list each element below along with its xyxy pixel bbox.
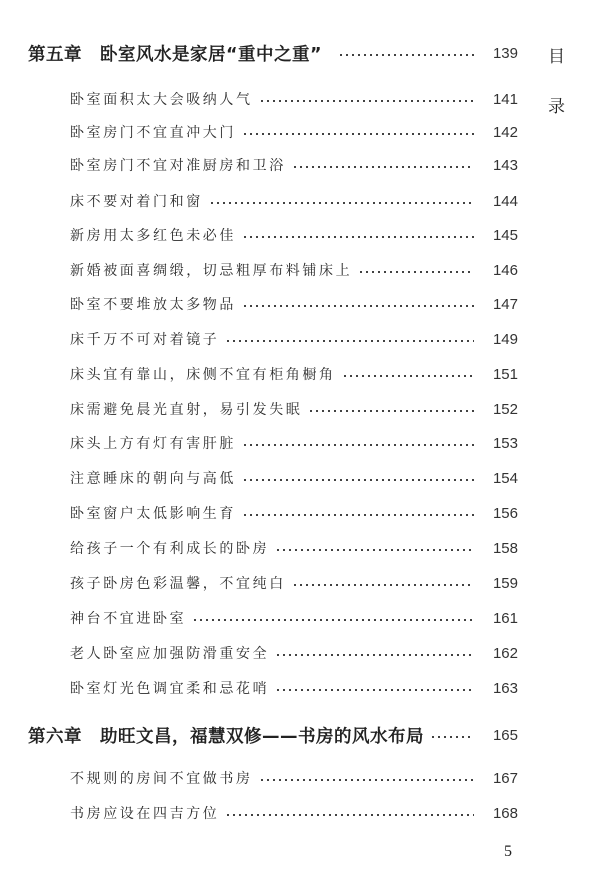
section-page: 142 (492, 123, 518, 141)
section-page: 141 (492, 90, 518, 108)
section-page: 153 (492, 434, 518, 452)
section-page: 162 (492, 644, 518, 662)
dot-leader (242, 514, 474, 516)
section-page: 147 (492, 295, 518, 313)
section-entry (0, 186, 598, 216)
section-page: 163 (492, 679, 518, 697)
dot-leader (275, 549, 474, 551)
dot-leader (342, 375, 474, 377)
section-title: 卧室面积太大会吸纳人气 (70, 92, 253, 108)
dot-leader (242, 444, 474, 446)
section-title: 床千万不可对着镜子 (70, 332, 220, 348)
chapter-entry (0, 720, 598, 750)
section-page: 168 (492, 804, 518, 822)
chapter-title: 第五章 卧室风水是家居“重中之重” (28, 44, 323, 65)
section-page: 149 (492, 330, 518, 348)
section-entry (0, 603, 598, 633)
section-entry (0, 84, 598, 114)
section-entry (0, 533, 598, 563)
dot-leader (259, 100, 474, 102)
section-page: 143 (492, 156, 518, 174)
section-page: 161 (492, 609, 518, 627)
section-entry (0, 798, 598, 828)
dot-leader (275, 689, 474, 691)
dot-leader (338, 54, 474, 56)
section-entry (0, 150, 598, 180)
section-page: 154 (492, 469, 518, 487)
section-entry (0, 498, 598, 528)
section-entry (0, 394, 598, 424)
dot-leader (225, 814, 474, 816)
section-page: 146 (492, 261, 518, 279)
page-number: 5 (504, 843, 512, 860)
dot-leader (430, 736, 474, 738)
section-entry (0, 463, 598, 493)
side-label-mu: 目 (548, 47, 565, 67)
section-entry (0, 673, 598, 703)
section-entry (0, 220, 598, 250)
chapter-page: 165 (492, 726, 518, 744)
side-label-lu: 录 (548, 97, 565, 117)
section-page: 159 (492, 574, 518, 592)
section-title: 床头上方有灯有害肝脏 (70, 436, 236, 452)
section-title: 孩子卧房色彩温馨，不宜纯白 (70, 576, 286, 592)
section-page: 144 (492, 192, 518, 210)
section-page: 158 (492, 539, 518, 557)
dot-leader (275, 654, 474, 656)
section-title: 老人卧室应加强防滑重安全 (70, 646, 270, 662)
section-page: 152 (492, 400, 518, 418)
section-entry (0, 763, 598, 793)
section-entry (0, 117, 598, 147)
dot-leader (292, 166, 474, 168)
dot-leader (225, 340, 474, 342)
chapter-page: 139 (492, 44, 518, 62)
section-title: 卧室不要堆放太多物品 (70, 297, 236, 313)
section-title: 书房应设在四吉方位 (70, 806, 220, 822)
dot-leader (242, 133, 474, 135)
section-title: 注意睡床的朝向与高低 (70, 471, 236, 487)
dot-leader (209, 202, 474, 204)
section-title: 卧室房门不宜对准厨房和卫浴 (70, 158, 286, 174)
dot-leader (308, 410, 474, 412)
section-title: 床需避免晨光直射，易引发失眠 (70, 402, 303, 418)
section-page: 145 (492, 226, 518, 244)
section-entry (0, 638, 598, 668)
section-title: 床头宜有靠山，床侧不宜有柜角橱角 (70, 367, 336, 383)
dot-leader (292, 584, 474, 586)
dot-leader (242, 236, 474, 238)
section-title: 床不要对着门和窗 (70, 194, 203, 210)
section-entry (0, 428, 598, 458)
section-title: 卧室灯光色调宜柔和忌花哨 (70, 681, 270, 697)
section-page: 151 (492, 365, 518, 383)
section-title: 给孩子一个有利成长的卧房 (70, 541, 270, 557)
section-page: 156 (492, 504, 518, 522)
dot-leader (259, 779, 474, 781)
dot-leader (242, 479, 474, 481)
section-entry (0, 359, 598, 389)
dot-leader (358, 271, 474, 273)
section-page: 167 (492, 769, 518, 787)
chapter-entry (0, 38, 598, 68)
section-entry (0, 289, 598, 319)
section-title: 卧室房门不宜直冲大门 (70, 125, 236, 141)
section-title: 神台不宜进卧室 (70, 611, 187, 627)
section-entry (0, 568, 598, 598)
section-entry (0, 324, 598, 354)
section-title: 新婚被面喜绸缎，切忌粗厚布料铺床上 (70, 263, 353, 279)
chapter-title: 第六章 助旺文昌，福慧双修——书房的风水布局 (28, 726, 424, 747)
section-entry (0, 255, 598, 285)
section-title: 新房用太多红色未必佳 (70, 228, 236, 244)
section-title: 卧室窗户太低影响生育 (70, 506, 236, 522)
dot-leader (242, 305, 474, 307)
dot-leader (192, 619, 474, 621)
section-title: 不规则的房间不宜做书房 (70, 771, 253, 787)
